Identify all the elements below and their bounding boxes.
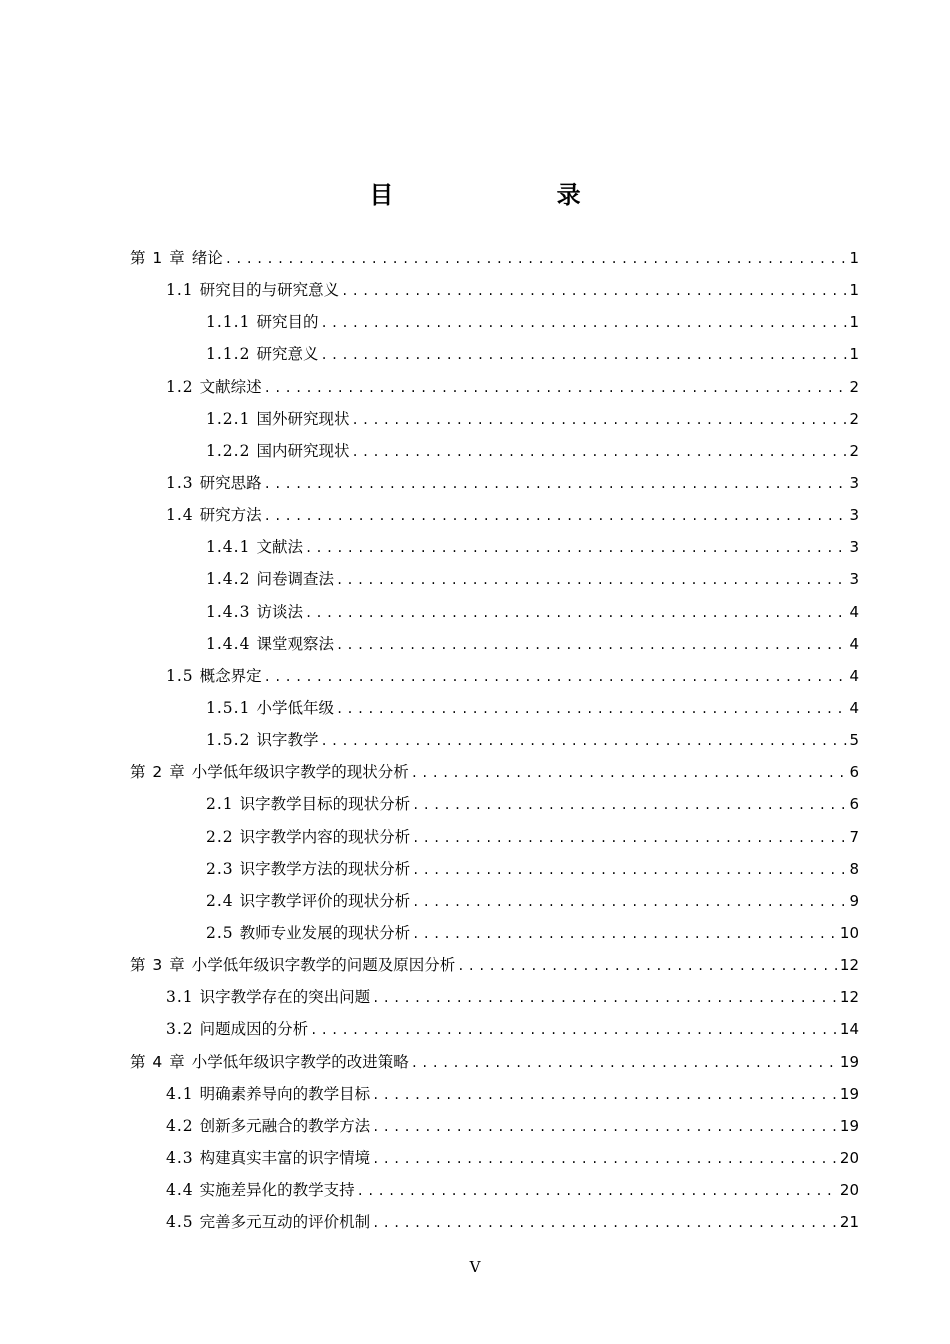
toc-entry-title: 研究思路: [199, 473, 262, 492]
toc-dot-leader: [411, 1047, 838, 1079]
toc-entry-title: 小学低年级识字教学的现状分析: [191, 763, 409, 782]
toc-dot-leader: [411, 757, 848, 789]
toc-dot-leader: [336, 693, 847, 725]
toc-dot-leader: [357, 1175, 838, 1207]
toc-entry-label: [166, 274, 339, 306]
toc-entry-page: 4: [849, 602, 859, 621]
toc-entry-label: [130, 242, 223, 274]
toc-entry-number: 2.1: [206, 795, 234, 814]
toc-entry[interactable]: [0, 1206, 950, 1238]
toc-entry-title: 实施差异化的教学支持: [199, 1181, 355, 1200]
toc-entry[interactable]: [0, 274, 950, 306]
toc-entry[interactable]: [0, 596, 950, 628]
toc-entry-number: 2.4: [206, 891, 234, 910]
toc-dot-leader: [336, 564, 847, 596]
toc-dot-leader: [457, 950, 838, 982]
toc-entry-label: [166, 1078, 370, 1110]
toc-dot-leader: [372, 982, 838, 1014]
toc-dot-leader: [412, 789, 847, 821]
toc-entry-page: 3: [849, 506, 859, 525]
toc-entry-title: 小学低年级: [256, 698, 334, 717]
toc-entry[interactable]: [0, 917, 950, 949]
toc-entry-number: 1.1.1: [206, 313, 251, 332]
toc-entry-label: [206, 563, 334, 595]
toc-entry-page: 3: [849, 473, 859, 492]
toc-entry-title: 识字教学目标的现状分析: [239, 795, 411, 814]
toc-entry-label: [206, 435, 349, 467]
toc-entry-page: 7: [849, 827, 859, 846]
toc-entry-label: [206, 885, 410, 917]
toc-entry-title: 识字教学评价的现状分析: [239, 891, 411, 910]
toc-dot-leader: [225, 243, 848, 275]
toc-entry-title: 研究目的: [256, 313, 319, 332]
toc-dot-leader: [320, 339, 847, 371]
toc-entry-page: 20: [839, 1181, 859, 1200]
toc-entry-page: 2: [849, 409, 859, 428]
toc-entry[interactable]: [0, 242, 950, 274]
toc-entry-page: 19: [839, 1084, 859, 1103]
toc-dot-leader: [264, 500, 848, 532]
toc-dot-leader: [310, 1014, 838, 1046]
toc-dot-leader: [341, 275, 847, 307]
toc-entry-label: [206, 821, 410, 853]
toc-entry-number: 4.1: [166, 1084, 194, 1103]
toc-entry-label: [206, 531, 303, 563]
toc-dot-leader: [372, 1207, 838, 1239]
toc-entry-number: 第 2 章: [130, 763, 186, 782]
toc-dot-leader: [412, 918, 838, 950]
toc-entry-title: 小学低年级识字教学的问题及原因分析: [191, 956, 456, 975]
toc-entry-page: 4: [849, 634, 859, 653]
toc-dot-leader: [264, 468, 848, 500]
toc-entry[interactable]: [0, 692, 950, 724]
toc-entry[interactable]: [0, 1046, 950, 1078]
toc-entry-page: 2: [849, 441, 859, 460]
toc-entry[interactable]: [0, 821, 950, 853]
toc-entry-number: 1.5.1: [206, 698, 251, 717]
toc-entry[interactable]: [0, 724, 950, 756]
toc-entry-number: 1.4: [166, 506, 194, 525]
toc-dot-leader: [320, 307, 847, 339]
toc-entry-title: 访谈法: [256, 602, 303, 621]
toc-entry-title: 识字教学方法的现状分析: [239, 859, 411, 878]
toc-entry-label: [166, 499, 262, 531]
toc-entry-label: [166, 1206, 370, 1238]
toc-dot-leader: [305, 597, 847, 629]
toc-entry-number: 4.4: [166, 1181, 194, 1200]
toc-entry[interactable]: [0, 531, 950, 563]
toc-entry-number: 1.4.3: [206, 602, 251, 621]
toc-dot-leader: [412, 822, 847, 854]
toc-entry-page: 3: [849, 570, 859, 589]
toc-entry-page: 3: [849, 538, 859, 557]
toc-entry-title: 完善多元互动的评价机制: [199, 1213, 371, 1232]
toc-entry-number: 1.4.2: [206, 570, 251, 589]
toc-entry-label: [206, 596, 303, 628]
toc-entry[interactable]: [0, 1110, 950, 1142]
toc-entry[interactable]: [0, 788, 950, 820]
toc-dot-leader: [351, 436, 847, 468]
toc-entry-label: [166, 981, 370, 1013]
toc-entry[interactable]: [0, 403, 950, 435]
toc-dot-leader: [305, 532, 847, 564]
toc-entry-page: 21: [839, 1213, 859, 1232]
toc-dot-leader: [412, 886, 847, 918]
toc-entry-label: [206, 306, 318, 338]
toc-entry-title: 创新多元融合的教学方法: [199, 1116, 371, 1135]
toc-entry-page: 19: [839, 1052, 859, 1071]
toc-entry-page: 8: [849, 859, 859, 878]
toc-dot-leader: [264, 661, 848, 693]
toc-entry-label: [166, 1013, 308, 1045]
toc-entry-number: 1.5.2: [206, 731, 251, 750]
toc-entry[interactable]: [0, 1142, 950, 1174]
toc-entry-label: [206, 724, 318, 756]
toc-entry-number: 1.4.4: [206, 634, 251, 653]
toc-entry-number: 1.2.1: [206, 409, 251, 428]
toc-entry[interactable]: [0, 338, 950, 370]
toc-entry-page: 5: [849, 731, 859, 750]
toc-entry-page: 9: [849, 891, 859, 910]
toc-entry-number: 1.3: [166, 473, 194, 492]
toc-dot-leader: [320, 725, 847, 757]
table-of-contents: [0, 242, 950, 1238]
toc-entry-label: [206, 692, 334, 724]
toc-entry-label: [166, 1142, 370, 1174]
toc-entry-number: 1.1: [166, 281, 194, 300]
toc-entry-page: 12: [839, 988, 859, 1007]
toc-entry-label: [166, 660, 262, 692]
toc-entry[interactable]: [0, 435, 950, 467]
toc-entry-title: 研究目的与研究意义: [199, 281, 340, 300]
toc-entry-title: 课堂观察法: [256, 634, 334, 653]
toc-entry[interactable]: [0, 371, 950, 403]
toc-entry-label: [130, 1046, 409, 1078]
toc-entry-page: 6: [849, 795, 859, 814]
toc-dot-leader: [412, 854, 847, 886]
toc-entry[interactable]: [0, 981, 950, 1013]
toc-entry[interactable]: [0, 853, 950, 885]
toc-entry-number: 1.2: [166, 377, 194, 396]
toc-entry-title: 识字教学存在的突出问题: [199, 988, 371, 1007]
toc-entry-page: 4: [849, 666, 859, 685]
toc-entry-title: 绪论: [191, 249, 223, 267]
toc-entry-title: 教师专业发展的现状分析: [239, 923, 411, 942]
toc-entry[interactable]: [0, 660, 950, 692]
toc-entry[interactable]: [0, 756, 950, 788]
toc-entry[interactable]: [0, 563, 950, 595]
toc-entry-label: [130, 756, 409, 788]
toc-dot-leader: [351, 404, 847, 436]
toc-entry-number: 1.4.1: [206, 538, 251, 557]
toc-entry[interactable]: [0, 306, 950, 338]
toc-entry-label: [206, 853, 410, 885]
toc-entry-label: [166, 1174, 355, 1206]
toc-entry-label: [166, 467, 262, 499]
toc-entry-title: 小学低年级识字教学的改进策略: [191, 1052, 409, 1071]
toc-entry-title: 构建真实丰富的识字情境: [199, 1148, 371, 1167]
toc-entry-title: 研究意义: [256, 345, 319, 364]
toc-entry-label: [206, 628, 334, 660]
toc-entry-page: 1: [849, 313, 859, 332]
toc-entry-page: 12: [839, 956, 859, 975]
toc-entry-number: 4.3: [166, 1148, 194, 1167]
toc-dot-leader: [264, 372, 848, 404]
toc-entry[interactable]: [0, 467, 950, 499]
toc-entry-title: 问题成因的分析: [199, 1020, 309, 1039]
page-number: V: [469, 1258, 481, 1276]
toc-entry-page: 1: [849, 281, 859, 300]
toc-entry-number: 2.5: [206, 923, 234, 942]
toc-entry-title: 国内研究现状: [256, 441, 350, 460]
toc-entry-title: 研究方法: [199, 506, 262, 525]
toc-entry-page: 1: [849, 345, 859, 364]
toc-entry-label: [206, 403, 349, 435]
toc-entry-number: 4.5: [166, 1213, 194, 1232]
toc-entry-page: 19: [839, 1116, 859, 1135]
toc-entry-page: 20: [839, 1148, 859, 1167]
toc-entry[interactable]: [0, 885, 950, 917]
toc-entry-number: 1.1.2: [206, 345, 251, 364]
toc-entry-title: 明确素养导向的教学目标: [199, 1084, 371, 1103]
page-title: 目 录: [369, 181, 619, 209]
toc-entry-title: 文献法: [256, 538, 303, 557]
toc-entry[interactable]: [0, 499, 950, 531]
toc-dot-leader: [372, 1111, 838, 1143]
toc-entry[interactable]: [0, 628, 950, 660]
toc-dot-leader: [372, 1079, 838, 1111]
toc-entry-label: [166, 371, 262, 403]
toc-entry-title: 概念界定: [199, 666, 262, 685]
toc-entry[interactable]: [0, 1174, 950, 1206]
toc-entry-title: 国外研究现状: [256, 409, 350, 428]
toc-entry-label: [206, 917, 410, 949]
toc-entry-page: 1: [849, 249, 859, 267]
toc-entry-title: 识字教学内容的现状分析: [239, 827, 411, 846]
toc-entry-page: 2: [849, 377, 859, 396]
toc-entry-number: 第 1 章: [130, 249, 186, 267]
toc-dot-leader: [336, 629, 847, 661]
toc-entry-number: 2.2: [206, 827, 234, 846]
toc-entry-title: 问卷调查法: [256, 570, 334, 589]
toc-entry-title: 文献综述: [199, 377, 262, 396]
toc-dot-leader: [372, 1143, 838, 1175]
toc-entry[interactable]: [0, 1013, 950, 1045]
toc-entry-page: 4: [849, 698, 859, 717]
toc-entry-number: 第 3 章: [130, 956, 186, 975]
toc-entry[interactable]: [0, 949, 950, 981]
toc-entry-label: [166, 1110, 370, 1142]
toc-entry-page: 14: [839, 1020, 859, 1039]
toc-entry-number: 第 4 章: [130, 1052, 186, 1071]
toc-entry-title: 识字教学: [256, 731, 319, 750]
toc-entry-number: 3.1: [166, 988, 194, 1007]
toc-entry-number: 1.5: [166, 666, 194, 685]
toc-entry-number: 1.2.2: [206, 441, 251, 460]
toc-entry[interactable]: [0, 1078, 950, 1110]
toc-entry-page: 10: [839, 923, 859, 942]
toc-entry-label: [206, 338, 318, 370]
toc-entry-number: 3.2: [166, 1020, 194, 1039]
toc-entry-label: [130, 949, 455, 981]
toc-entry-number: 4.2: [166, 1116, 194, 1135]
toc-entry-page: 6: [849, 763, 859, 782]
toc-entry-label: [206, 788, 410, 820]
toc-entry-number: 2.3: [206, 859, 234, 878]
